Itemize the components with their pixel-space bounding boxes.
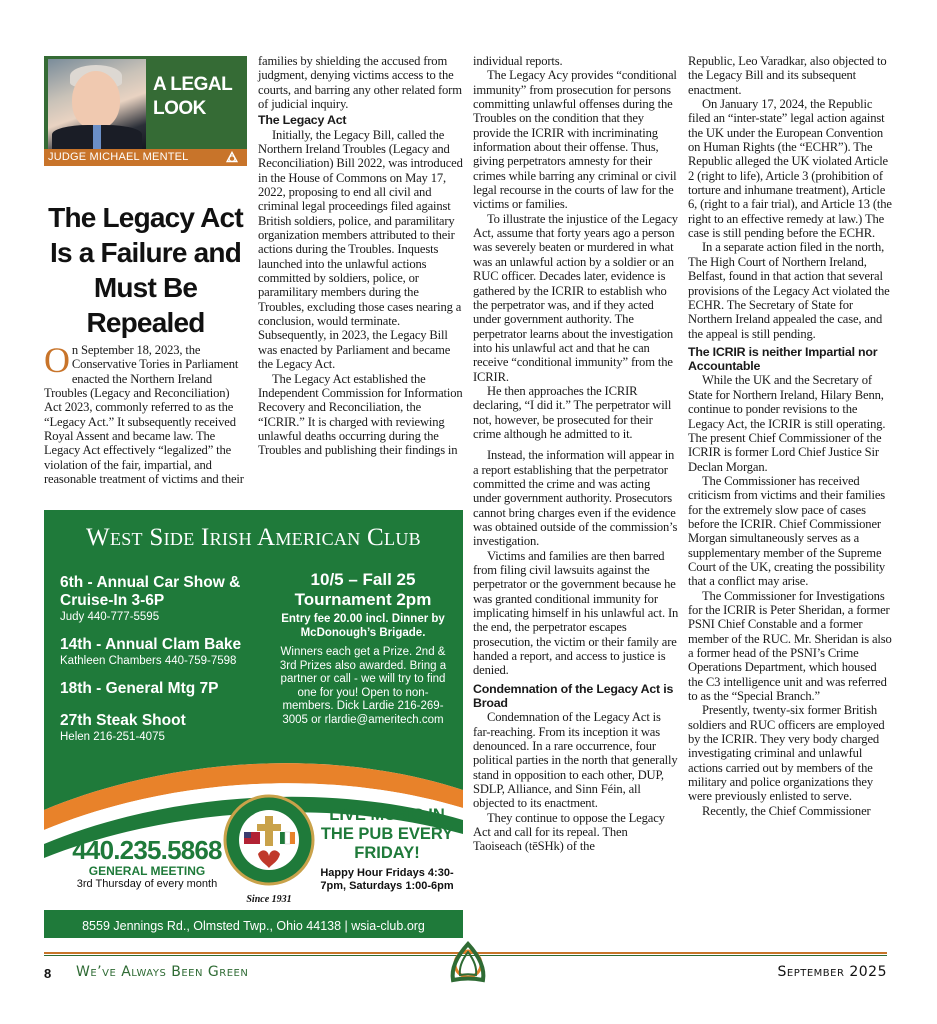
- celtic-knot-icon: [225, 151, 239, 165]
- ad-tournament: [272, 570, 454, 727]
- paragraph: Condemnation of the Legacy Act is far-reaching. From its inception it was denounced. In a rare occurrence, four political parties in the north that generally stand in opposition to each other, DUP, SDLP, Alliance, and Sinn Féin, all objected to its enactment.: [473, 710, 678, 811]
- author-name: JUDGE MICHAEL MENTEL: [48, 151, 189, 163]
- section-heading: The Legacy Act: [258, 113, 347, 128]
- tournament-entry: Entry fee 20.00 incl. Dinner by McDonough’s Brigade.: [281, 613, 445, 639]
- column-title: A LEGAL LOOK: [153, 74, 232, 119]
- tournament-title: 10/5 – Fall 25 Tournament 2pm: [294, 570, 432, 609]
- article-headline: The Legacy Act Is a Failure and Must Be Repealed: [48, 202, 243, 338]
- ad-music-block: [314, 806, 460, 893]
- paragraph: Republic, Leo Varadkar, also objected to the Legacy Bill and its subsequent enactment.: [688, 54, 887, 97]
- meeting-time: 3rd Thursday of every month: [76, 878, 218, 890]
- ad-phone-block: [52, 836, 242, 891]
- author-tie: [93, 125, 101, 149]
- paragraph: [44, 340, 249, 487]
- footer-tagline: We’ve Always Been Green: [76, 964, 249, 980]
- since-label: Since 1931: [246, 894, 292, 905]
- club-advertisement: [44, 510, 463, 938]
- author-photo: [48, 59, 146, 149]
- paragraph: Presently, twenty-six former British soldiers and RUC officers are employed by the ICRIR. They very body charged investigating criminal and unlawful actions carried out by members of the military and police organizations they were previously enlisted to serve.: [688, 703, 885, 804]
- event-contact: Judy 440-777-5595: [60, 611, 160, 623]
- tournament-details: Winners each get a Prize. 2nd & 3rd Prizes also awarded. Bring a partner or call - we will try to find one for you! Open to non-members. Dick Lardie 216-269-3005 or rlardie@ameritech.com: [279, 646, 447, 726]
- text-column-3: [473, 54, 679, 854]
- ad-title: West Side Irish American Club: [86, 524, 421, 551]
- paragraph: The Commissioner has received criticism from victims and their families for the extremely slow pace of cases before the ICRIR. Chief Commissioner Morgan simultaneously serves as a supplementary member of the Supreme Court of the UK, creating the possibility that a conflict may arise.: [688, 473, 886, 589]
- event-title: 18th - General Mtg 7P: [60, 680, 219, 697]
- text-column-4: [688, 54, 893, 818]
- paragraph: They continue to oppose the Legacy Act and call for its repeal. Then Taoiseach (tēSHk) of the: [473, 810, 665, 854]
- section-heading: Condemnation of the Legacy Act is Broad: [473, 681, 674, 711]
- paragraph: The Legacy Acy provides “conditional immunity” from prosecution for persons committing unlawful offenses during the Troubles on the condition that they provide the ICRIR with incriminating information about their offense. Thus, giving perpetrators amnesty for their crimes while barring any criminal or civil legal recourse in the courts of law for the victims or families.: [473, 68, 677, 212]
- text-column-2: [258, 54, 463, 458]
- paragraph: He then approaches the ICRIR declaring, “I did it.” The perpetrator will not, however, be prosecuted for their crime although he admitted to it.: [473, 383, 672, 441]
- section-heading: The ICRIR is neither Impartial nor Accountable: [688, 344, 878, 374]
- general-meeting-label: GENERAL MEETING: [88, 864, 206, 878]
- page-number: 8: [44, 966, 52, 981]
- paragraph: In a separate action filed in the north, The High Court of Northern Ireland, Belfast, found in that action that several provisions of the Legacy Act violated the ECHR. The Secretary of State for Northern Ireland appealed the case, and the appeal is still pending.: [688, 240, 890, 341]
- live-music-label: LIVE MUSIC IN THE PUB EVERY FRIDAY!: [320, 806, 454, 862]
- event-contact: Kathleen Chambers 440-759-7598: [60, 655, 237, 667]
- paragraph: To illustrate the injustice of the Legacy Act, assume that forty years ago a person was severely beaten or murdered in what was an unlawful action by a soldier or an RUC officer. Decades later, evidence is gathered by the ICRIR to establish who the perpetrator was, and if they acted under government authority. The perpetrator learns about the investigation into his unlawful act and that he can receive “conditional immunity” from the ICRIR.: [473, 211, 678, 384]
- paragraph: Instead, the information will appear in a report establishing that the perpetrator committed the crime and was acting under government authority. Prosecutors cannot bring charges even if the evidence was obtained outside of the commission’s investigation.: [473, 448, 678, 549]
- paragraph: While the UK and the Secretary of State for Northern Ireland, Hilary Benn, continue to ponder revisions to the Legacy Act, the ICRIR is still operating. The present Chief Commissioner of the ICRIR is former Lord Chief Justice Sir Declan Morgan.: [688, 373, 886, 474]
- paragraph: The Legacy Act established the Independent Commission for Information Recovery and Reconciliation, the “ICRIR.” It is charged with reviewing unlawful deaths occurring during the Troubles and publishing their findings in: [258, 371, 463, 458]
- issue-date: September 2025: [777, 964, 887, 980]
- event-title: 27th Steak Shoot: [60, 712, 186, 729]
- paragraph: The Commissioner for Investigations for the ICRIR is Peter Sheridan, a former PSNI Chief Constable and a former member of the RUC. Mr. Sheridan is also a former head of the PSNI’s Crime Operations Department, which housed the C3 intelligence unit and was referred to as the “Special Branch.”: [688, 588, 892, 704]
- drop-cap: O: [44, 340, 70, 380]
- event-title: 6th - Annual Car Show & Cruise-In 3-6P: [60, 574, 241, 609]
- paragraph: families by shielding the accused from judgment, denying victims access to the courts, and barring any other related form of judicial inquiry.: [258, 54, 462, 112]
- ad-events: [60, 574, 270, 756]
- author-face: [72, 71, 120, 129]
- event-title: 14th - Annual Clam Bake: [60, 636, 242, 653]
- paragraph: individual reports.: [473, 54, 563, 68]
- celtic-knot-logo-icon: [443, 938, 493, 988]
- ad-address: 8559 Jennings Rd., Olmsted Twp., Ohio 44138 | wsia-club.org: [44, 914, 463, 938]
- paragraph: On January 17, 2024, the Republic filed an “inter-state” legal action against the UK under the European Convention on Human Rights (the “ECHR”). The Republic alleged the UK violated Article 2 (right to life), Article 3 (prohibition of torture and inhumane treatment), Article 6, (right to a fair trial), and Article 13 (the right to an effective remedy at law.) The case is still pending before the ECHR.: [688, 97, 892, 241]
- phone-number: 440.235.5868: [72, 835, 222, 865]
- happy-hour-label: Happy Hour Fridays 4:30-7pm, Saturdays 1:00-6pm: [320, 867, 454, 892]
- event-contact: Helen 216-251-4075: [60, 731, 165, 743]
- paragraph: Initially, the Legacy Bill, called the Northern Ireland Troubles (Legacy and Reconciliation) Bill 2022, was introduced in the House of Commons on May 17, 2022, proposing to end all civil and criminal legal proceedings filed against British soldiers, police, and paramilitary organization members attributed to their actions during the Troubles. Inquests launched into the unlawful actions committed by soldiers, police, or paramilitary members during the Troubles, excluding those cases nearing a conclusion, would terminate. Subsequently, in 2023, the Legacy Bill was enacted by Parliament and became the Legacy Act.: [258, 127, 463, 372]
- paragraph: Victims and families are then barred from filing civil lawsuits against the perpetrator or the government because he was granted conditional immunity for implicating himself in his unlawful act. In the end, the perpetrator escapes prosecution, the victim or their family are handed a report, and access to justice is denied.: [473, 548, 679, 678]
- paragraph-text: n September 18, 2023, the Conservative Tories in Parliament enacted the Northern Ireland Troubles (Legacy and Reconciliation) Act 2023, commonly referred to as the “Legacy Act.” It subsequently received Royal Assent and became law. The Legacy Act effectively “legalized” the violation of the fair, impartial, and reasonable treatment of victims and their: [44, 343, 244, 487]
- text-column-1: [44, 340, 249, 487]
- paragraph: Recently, the Chief Commissioner: [702, 803, 871, 818]
